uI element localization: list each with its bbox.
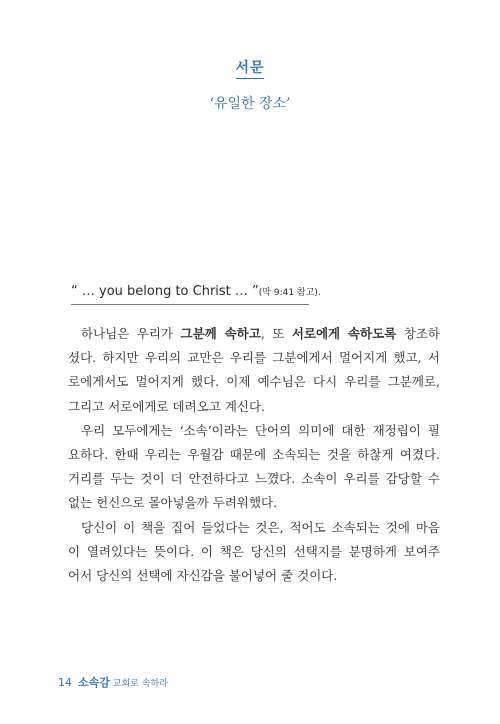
text-run: 창조하 bbox=[396, 326, 441, 341]
footer-book-title: 소속감 bbox=[78, 676, 110, 689]
text-run: 셨다. 하지만 우리의 교만은 우리를 그분에게서 멀어지게 했고, 서 bbox=[68, 350, 440, 366]
emphasis-text: 그분께 속하고 bbox=[180, 326, 261, 341]
paragraph-line bbox=[68, 540, 440, 564]
page-number: 14 bbox=[58, 676, 72, 689]
paragraph-line bbox=[68, 370, 440, 394]
body-text bbox=[68, 322, 440, 588]
footer-book-subtitle: 교회로 속하라 bbox=[112, 679, 168, 689]
text-run: 그리고 서로에게로 데려오고 계신다. bbox=[68, 398, 266, 414]
emphasis-text: 서로에게 속하도록 bbox=[291, 326, 397, 341]
text-run: 당신이 이 책을 집어 들었다는 것은, 적어도 소속되는 것에 마음 bbox=[81, 519, 440, 535]
text-run: 거리를 두는 것이 더 안전하다고 느꼈다. 소속이 우리를 감당할 수 bbox=[68, 471, 440, 487]
chapter-heading: 서문 bbox=[235, 60, 265, 76]
paragraph-line bbox=[68, 467, 440, 491]
heading-underline bbox=[236, 78, 264, 79]
text-run: , 또 bbox=[260, 326, 292, 341]
text-run: 이 열려있다는 뜻이다. 이 책은 당신의 선택지를 분명하게 보여주 bbox=[68, 543, 440, 559]
text-run: 하나님은 우리가 bbox=[81, 326, 181, 341]
paragraph-line bbox=[68, 346, 440, 370]
text-run: 요하다. 한때 우리는 우월감 때문에 소속되는 것을 하찮게 여겼다. bbox=[68, 447, 440, 463]
paragraph-line bbox=[68, 491, 440, 515]
epigraph bbox=[71, 284, 321, 299]
epigraph-underline bbox=[71, 304, 309, 305]
paragraph-line bbox=[68, 395, 440, 419]
epigraph-quote: “ … you belong to Christ … ” bbox=[71, 284, 259, 299]
text-run: 우리 모두에게는 ‘소속’이라는 단어의 의미에 대한 재정립이 필 bbox=[81, 422, 440, 438]
text-run: 어서 당신의 선택에 자신감을 불어넣어 줄 것이다. bbox=[68, 568, 338, 584]
page-footer bbox=[58, 674, 168, 690]
epigraph-reference: (막 9:41 참고). bbox=[258, 288, 321, 298]
paragraph-line bbox=[68, 322, 440, 346]
paragraph-line bbox=[68, 443, 440, 467]
text-run: 로에게서도 멀어지게 했다. 이제 예수님은 다시 우리를 그분께로, bbox=[68, 374, 440, 390]
paragraph-line bbox=[68, 516, 440, 540]
paragraph-line bbox=[68, 564, 440, 588]
text-run: 없는 헌신으로 몰아넣을까 두려워했다. bbox=[68, 495, 278, 511]
chapter-subtitle: ‘유일한 장소’ bbox=[209, 96, 291, 112]
paragraph-line bbox=[68, 419, 440, 443]
